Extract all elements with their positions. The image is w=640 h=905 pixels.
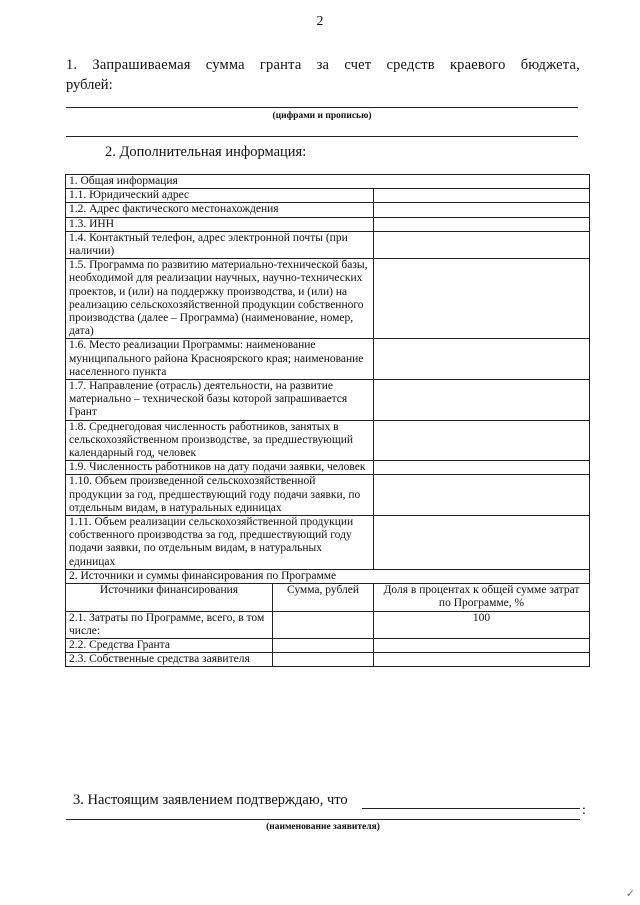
section1-word: за (316, 57, 330, 73)
row-value[interactable] (374, 461, 590, 475)
row-value[interactable] (374, 203, 590, 217)
section1-word: средств (386, 57, 435, 73)
fin-sum[interactable] (273, 611, 374, 638)
section1-word: Запрашиваемая (92, 57, 191, 73)
row-label: 1.3. ИНН (66, 217, 374, 231)
section1-word: счет (344, 57, 372, 73)
fin-source: 2.3. Собственные средства заявителя (66, 653, 273, 667)
fin-share[interactable]: 100 (374, 611, 590, 638)
info-table (65, 174, 590, 667)
row-value[interactable] (374, 420, 590, 461)
fin-column-header: Источники финансирования (66, 584, 273, 611)
row-value[interactable] (374, 339, 590, 380)
section1-word: сумма (205, 57, 245, 73)
row-value[interactable] (374, 475, 590, 516)
section1-line1 (66, 57, 580, 74)
fin-column-header: Сумма, рублей (273, 584, 374, 611)
fin-source: 2.2. Средства Гранта (66, 638, 273, 652)
row-value[interactable] (374, 217, 590, 231)
section3-text: 3. Настоящим заявлением подтверждаю, что (73, 792, 348, 808)
row-label: 1.2. Адрес фактического местонахождения (66, 203, 374, 217)
section1-word: 1. (66, 57, 78, 73)
section1-word: краевого (449, 57, 506, 73)
scan-mark-icon: ✓ (625, 888, 635, 900)
applicant-name-line[interactable] (66, 819, 580, 820)
fin-source: 2.1. Затраты по Программе, всего, в том числе: (66, 611, 273, 638)
row-label: 1.6. Место реализации Программы: наименование муниципального района Красноярского края; наименование населенного пункта (66, 339, 374, 380)
row-label: 1.9. Численность работников на дату подачи заявки, человек (66, 461, 374, 475)
section1-word: гранта (259, 57, 302, 73)
page-number: 2 (316, 14, 324, 29)
row-label: 1.11. Объем реализации сельскохозяйственной продукции собственного производства за год, предшествующий году подачи заявки, по отдельным видам, в натуральных единицах (66, 516, 374, 570)
section1-word: бюджета, (520, 57, 580, 73)
row-value[interactable] (374, 259, 590, 339)
section3-colon: : (582, 803, 586, 818)
row-value[interactable] (374, 189, 590, 203)
row-label: 1.5. Программа по развитию материально-технической базы, необходимой для реализации научных, научно-технических проектов, и (или) на поддержку производства, и (или) на реализацию сельскохозяйственной продукции собственного производства (далее – Программа) (наименование, номер, дата) (66, 259, 374, 339)
row-label: 1.8. Среднегодовая численность работников, занятых в сельскохозяйственном производстве, за предшествующий календарный год, человек (66, 420, 374, 461)
row-label: 1.10. Объем произведенной сельскохозяйственной продукции за год, предшествующий году подачи заявки, по отдельным видам, в натуральных единицах (66, 475, 374, 516)
fin-column-header: Доля в процентах к общей сумме затрат по Программе, % (374, 584, 590, 611)
section2-heading: 2. Дополнительная информация: (105, 144, 307, 160)
financing-header: 2. Источники и суммы финансирования по Программе (66, 569, 590, 583)
row-value[interactable] (374, 231, 590, 258)
row-value[interactable] (374, 380, 590, 421)
general-info-header: 1. Общая информация (66, 175, 590, 189)
row-label: 1.1. Юридический адрес (66, 189, 374, 203)
row-value[interactable] (374, 516, 590, 570)
row-label: 1.7. Направление (отрасль) деятельности, на развитие материально – технической базы которой запрашивается Грант (66, 380, 374, 421)
section1-line2: рублей: (66, 77, 113, 93)
fin-share[interactable] (374, 638, 590, 652)
row-label: 1.4. Контактный телефон, адрес электронной почты (при наличии) (66, 231, 374, 258)
applicant-caption: (наименование заявителя) (266, 822, 380, 832)
amount-fill-line-2[interactable] (66, 136, 578, 137)
fin-sum[interactable] (273, 638, 374, 652)
fin-share[interactable] (374, 653, 590, 667)
confirmation-fill-line[interactable] (362, 808, 580, 809)
fin-sum[interactable] (273, 653, 374, 667)
amount-fill-line[interactable] (66, 107, 578, 108)
amount-caption: (цифрами и прописью) (272, 111, 372, 121)
